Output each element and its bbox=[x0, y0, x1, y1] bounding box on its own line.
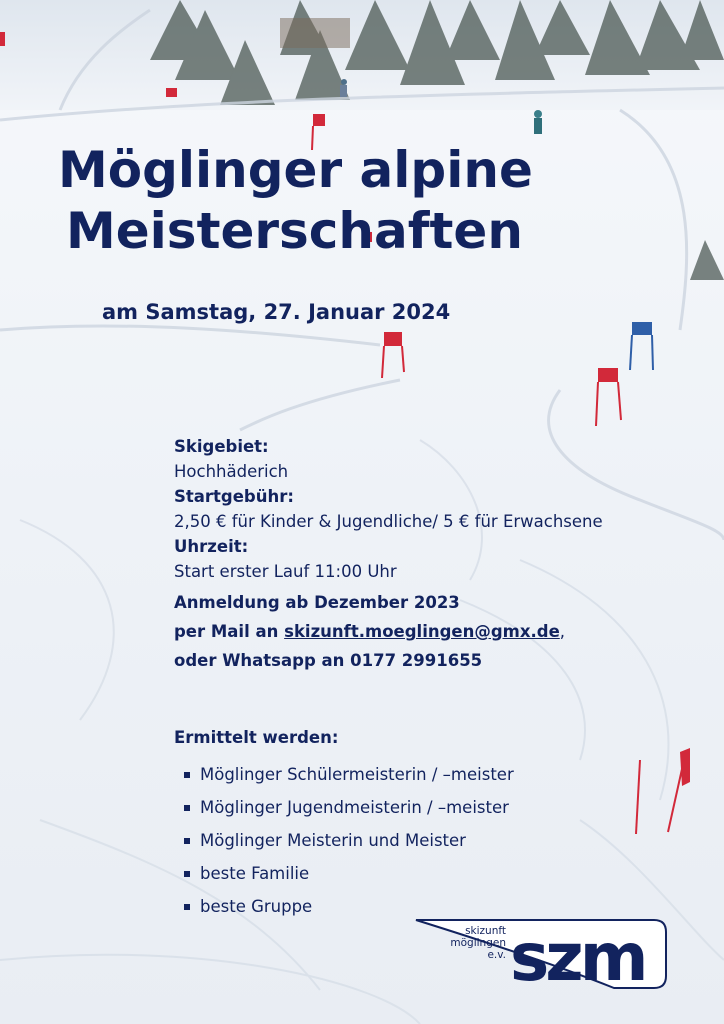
skigebiet-label: Skigebiet: bbox=[174, 437, 269, 456]
mail-line bbox=[174, 615, 694, 648]
whatsapp-line: oder Whatsapp an 0177 2991655 bbox=[174, 651, 483, 670]
category-list bbox=[184, 758, 514, 923]
logo-text-line3: e.v. bbox=[487, 949, 506, 961]
title-line-1: Möglinger alpine bbox=[58, 141, 533, 199]
event-date: am Samstag, 27. Januar 2024 bbox=[102, 300, 451, 324]
skizunft-logo bbox=[414, 914, 668, 994]
list-item: beste Gruppe bbox=[184, 890, 514, 923]
startgebuehr-value: 2,50 € für Kinder & Jugendliche/ 5 € für Erwachsene bbox=[174, 512, 603, 531]
mail-suffix: , bbox=[559, 622, 566, 641]
list-item: Möglinger Schülermeisterin / –meister bbox=[184, 758, 514, 791]
ermittelt-heading: Ermittelt werden: bbox=[174, 728, 339, 747]
list-item: Möglinger Jugendmeisterin / –meister bbox=[184, 791, 514, 824]
bullet-square-icon bbox=[184, 838, 190, 844]
event-info bbox=[174, 434, 694, 673]
list-item: beste Familie bbox=[184, 857, 514, 890]
uhrzeit-value: Start erster Lauf 11:00 Uhr bbox=[174, 562, 397, 581]
logo-text-line1: skizunft bbox=[465, 925, 506, 937]
bullet-square-icon bbox=[184, 871, 190, 877]
logo-mark: szm bbox=[510, 919, 645, 994]
uhrzeit-label: Uhrzeit: bbox=[174, 537, 249, 556]
bullet-square-icon bbox=[184, 805, 190, 811]
event-title bbox=[58, 140, 533, 262]
bullet-square-icon bbox=[184, 772, 190, 778]
anmeldung-text: Anmeldung ab Dezember 2023 bbox=[174, 593, 460, 612]
skigebiet-value: Hochhäderich bbox=[174, 462, 289, 481]
hut bbox=[280, 18, 350, 48]
email-link[interactable]: skizunft.moeglingen@gmx.de bbox=[284, 622, 560, 641]
startgebuehr-label: Startgebühr: bbox=[174, 487, 294, 506]
title-line-2: Meisterschaften bbox=[66, 202, 523, 260]
bullet-square-icon bbox=[184, 904, 190, 910]
mail-prefix: per Mail an bbox=[174, 622, 285, 641]
list-item: Möglinger Meisterin und Meister bbox=[184, 824, 514, 857]
logo-text-line2: möglingen bbox=[450, 937, 506, 949]
